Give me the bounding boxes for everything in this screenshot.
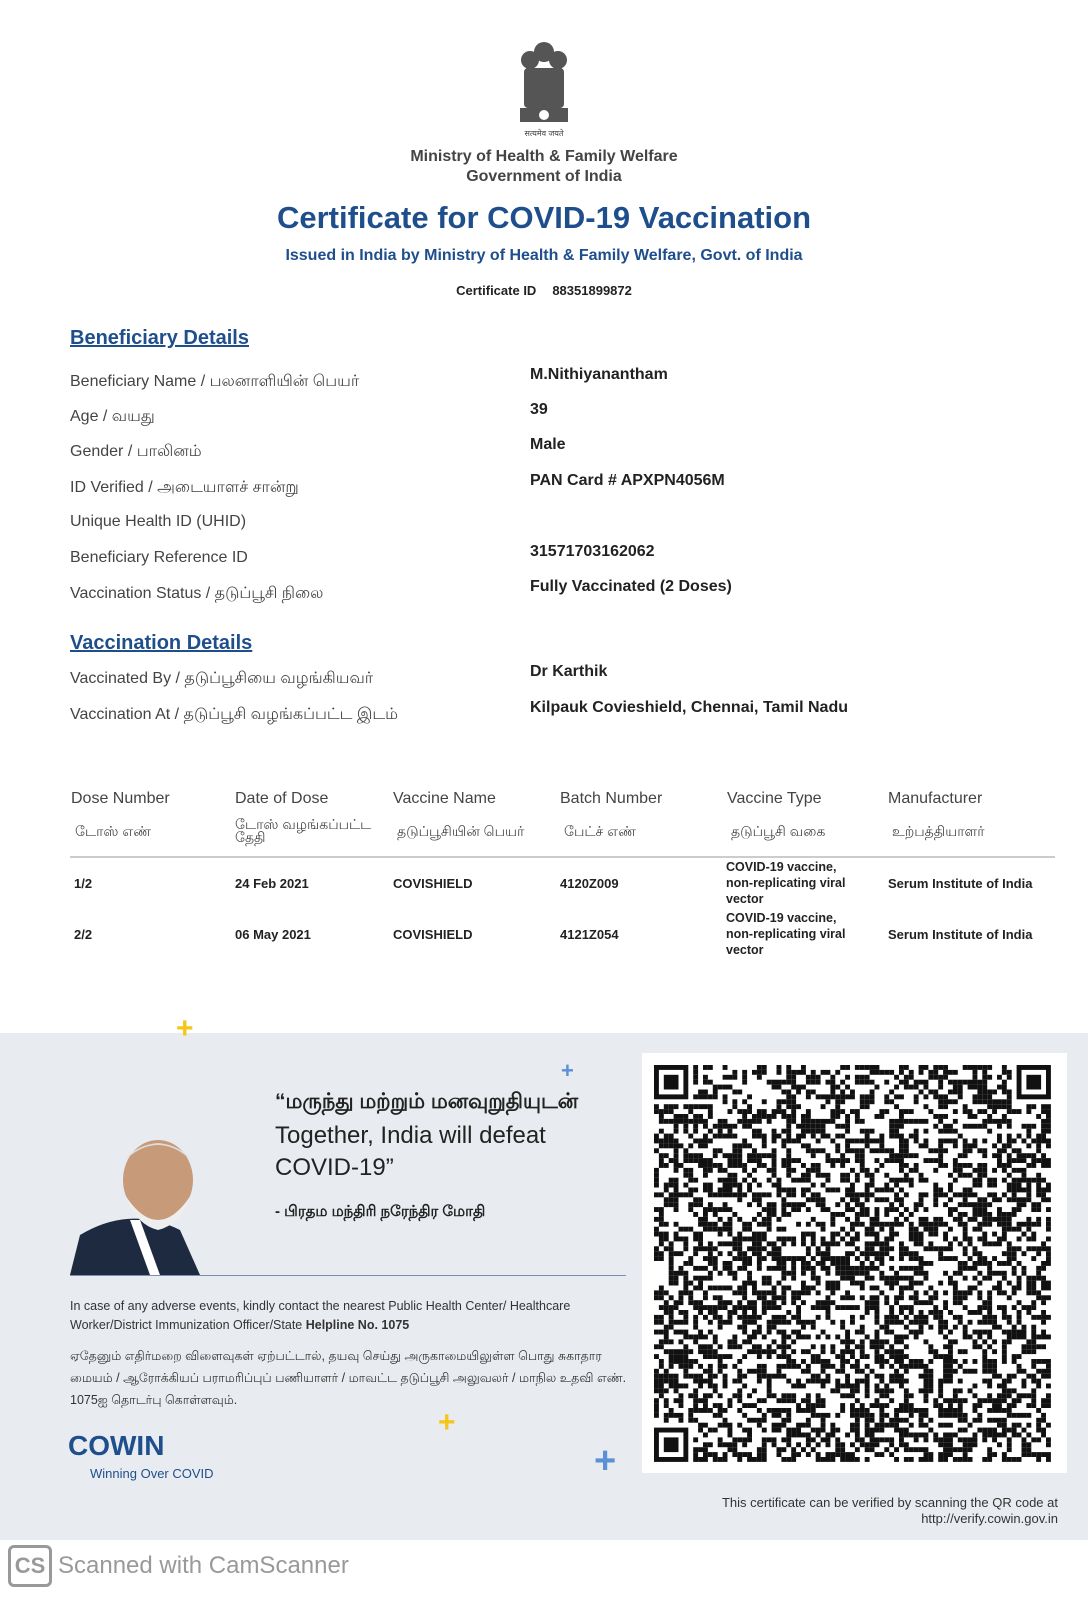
field-label: Beneficiary Reference ID [70,549,248,566]
column-header-tamil: தடுப்பூசி வகை [731,823,826,839]
table-cell: 4121Z054 [560,927,619,942]
table-cell: 24 Feb 2021 [235,876,309,891]
table-divider [70,856,1055,858]
field-label: Vaccinated By / தடுப்பூசியை வழங்கியவர் [70,670,374,687]
field-value: 31571703162062 [530,543,655,560]
column-header: Manufacturer [888,790,983,807]
prime-minister-photo [70,1125,250,1275]
camscanner-text: Scanned with CamScanner [58,1552,349,1579]
table-cell: 1/2 [74,876,93,891]
table-cell: 2/2 [74,927,93,942]
government-name: Government of India [466,168,622,185]
divider [70,1275,626,1276]
column-header-tamil: உற்பத்தியாளர் [892,823,985,839]
field-label: Vaccination Status / தடுப்பூசி நிலை [70,585,324,602]
vaccination-details-heading: Vaccination Details [70,632,253,654]
qr-code [642,1053,1067,1473]
adverse-events-tamil: ஏதேனும் எதிர்மறை விளைவுகள் ஏற்பட்டால், தயவு செய்து அருகாமையிலுள்ள பொது சுகாதார மையம் / ஆரோக்கியப் பராமரிப்புப் பணியாளர் / மாவட்ட தடுப்பூசி அலுவலர் / மாநில உதவி எண். 1075ஐ தொடர்பு கொள்ளவும். [70,1349,627,1407]
plus-decoration-icon: + [561,1058,574,1083]
table-cell: 4120Z009 [560,876,619,891]
table-cell: COVISHIELD [393,876,473,891]
cowin-logo: COWIN [68,1430,165,1461]
field-value: Male [530,436,566,453]
column-header: Vaccine Type [727,790,822,807]
svg-text:सत्यमेव जयते: सत्यमेव जयते [524,129,564,138]
adverse-events-english: In case of any adverse events, kindly contact the nearest Public Health Center/ Healthcare Worker/District Immunization Officer/State Helpline No. 1075 [70,1299,571,1332]
field-value: Dr Karthik [530,663,608,680]
field-label: Vaccination At / தடுப்பூசி வழங்கப்பட்ட இடம் [70,706,398,723]
certificate-subtitle: Issued in India by Ministry of Health & Family Welfare, Govt. of India [285,247,803,264]
verify-url[interactable]: http://verify.cowin.gov.in [921,1511,1058,1526]
plus-decoration-icon: + [594,1440,617,1482]
field-label: Unique Health ID (UHID) [70,513,247,530]
field-label: Beneficiary Name / பலனாளியின் பெயர் [70,373,360,390]
certificate-id-value: 88351899872 [552,283,632,298]
field-value: 39 [530,401,548,418]
quote-tamil: “மருந்து மற்றும் மனவுறுதியுடன் [275,1090,579,1113]
column-header: Vaccine Name [393,790,496,807]
certificate-title: Certificate for COVID-19 Vaccination [276,200,812,235]
beneficiary-details-heading: Beneficiary Details [70,327,249,349]
table-cell: COVISHIELD [393,927,473,942]
certificate-id [0,283,1088,298]
quote-english: Together, India will defeat COVID-19” [275,1122,546,1181]
column-header-tamil: பேட்ச் எண் [564,823,636,839]
table-cell: Serum Institute of India [888,876,1033,891]
camscanner-logo: CS [8,1545,52,1587]
table-cell: COVID-19 vaccine, non-replicating viral vector [726,911,846,957]
verification-note: This certificate can be verified by scanning the QR code at http://verify.cowin.gov.in [721,1495,1058,1526]
field-value: PAN Card # APXPN4056M [530,472,725,489]
ministry-name: Ministry of Health & Family Welfare [410,148,678,165]
qr-modules [654,1065,1051,1462]
cowin-tagline: Winning Over COVID [90,1466,214,1481]
column-header-tamil: டோஸ் எண் [75,823,152,839]
column-header: Dose Number [71,790,170,807]
field-value: Kilpauk Covieshield, Chennai, Tamil Nadu [530,699,848,716]
field-label: Gender / பாலினம் [70,443,202,460]
camscanner-watermark [8,1545,349,1587]
certificate-id-label: Certificate ID [456,283,537,298]
field-value: Fully Vaccinated (2 Doses) [530,578,732,595]
helpline-number: Helpline No. 1075 [305,1318,410,1332]
field-label: Age / வயது [70,408,155,425]
column-header-tamil: தடுப்பூசியின் பெயர் [397,823,525,839]
national-emblem [514,40,574,140]
plus-decoration-icon: + [438,1406,456,1439]
table-cell: Serum Institute of India [888,927,1033,942]
column-header-tamil: டோஸ் வழங்கப்பட்ட தேதி [235,816,372,845]
column-header: Batch Number [560,790,663,807]
column-header: Date of Dose [235,790,329,807]
field-label: ID Verified / அடையாளச் சான்று [70,479,299,496]
field-value: M.Nithiyanantham [530,366,668,383]
quote-author: - பிரதம மந்திரி நரேந்திர மோதி [275,1203,486,1220]
table-cell: 06 May 2021 [235,927,311,942]
plus-decoration-icon: + [176,1012,194,1045]
table-cell: COVID-19 vaccine, non-replicating viral vector [726,860,846,906]
quote [275,1090,605,1228]
